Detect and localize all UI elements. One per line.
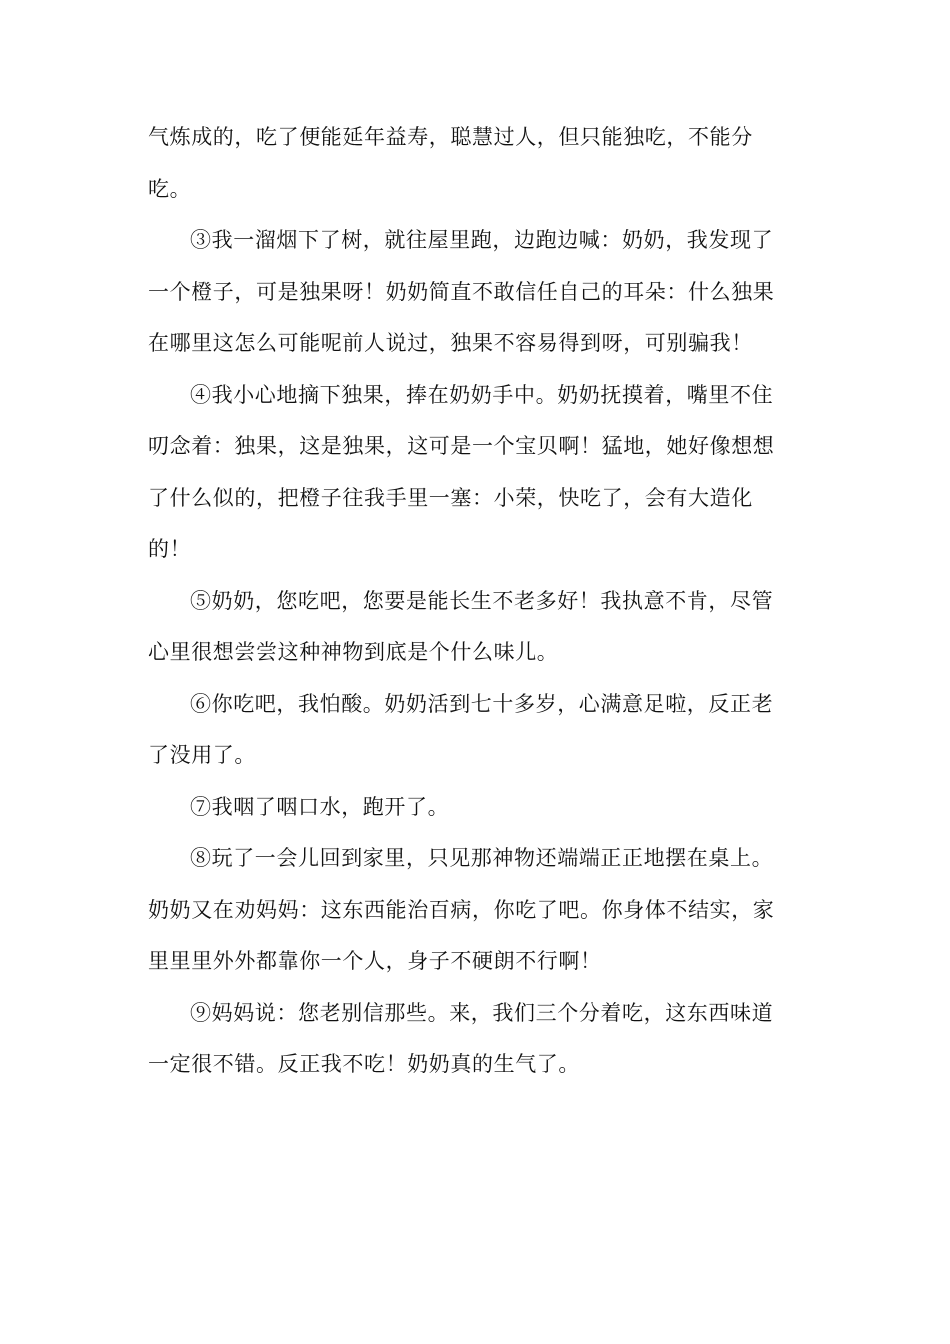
- paragraph-start-line: ⑧玩了一会儿回到家里，只见那神物还端端正正地摆在桌上。: [190, 846, 774, 870]
- text-line: 了没用了。: [148, 743, 256, 767]
- text-line: 奶奶又在劝妈妈：这东西能治百病，你吃了吧。你身体不结实，家: [148, 897, 775, 922]
- paragraph-start-line: ③我一溜烟下了树，就往屋里跑，边跑边喊：奶奶，我发现了: [190, 228, 774, 252]
- paragraph-start-line: ⑥你吃吧，我怕酸。奶奶活到七十多岁，心满意足啦，反正老: [190, 691, 774, 716]
- text-line: 里里里外外都靠你一个人，身子不硬朗不行啊！: [148, 949, 602, 973]
- text-line: 心里很想尝尝这种神物到底是个什么味儿。: [148, 640, 559, 664]
- text-line: 了什么似的，把橙子往我手里一塞：小荣，快吃了，会有大造化: [148, 485, 753, 510]
- text-line: 一定很不错。反正我不吃！奶奶真的生气了。: [148, 1052, 580, 1076]
- document-body: [148, 112, 808, 1091]
- text-line: 吃。: [148, 176, 192, 201]
- text-line: 气炼成的，吃了便能延年益寿，聪慧过人，但只能独吃，不能分: [148, 125, 753, 149]
- paragraph-start-line: ⑤奶奶，您吃吧，您要是能长生不老多好！我执意不肯，尽管: [190, 588, 774, 613]
- text-line: 叨念着：独果，这是独果，这可是一个宝贝啊！猛地，她好像想想: [148, 434, 775, 458]
- paragraph-start-line: ⑦我咽了咽口水，跑开了。: [190, 794, 450, 819]
- text-line: 一个橙子，可是独果呀！奶奶简直不敢信任自己的耳朵：什么独果: [148, 279, 775, 304]
- paragraph-start-line: ④我小心地摘下独果，捧在奶奶手中。奶奶抚摸着，嘴里不住: [190, 382, 774, 407]
- text-line: 的！: [148, 537, 192, 561]
- paragraph-start-line: ⑨妈妈说：您老别信那些。来，我们三个分着吃，这东西味道: [190, 1000, 774, 1025]
- text-line: 在哪里这怎么可能呢前人说过，独果不容易得到呀，可别骗我！: [148, 331, 753, 355]
